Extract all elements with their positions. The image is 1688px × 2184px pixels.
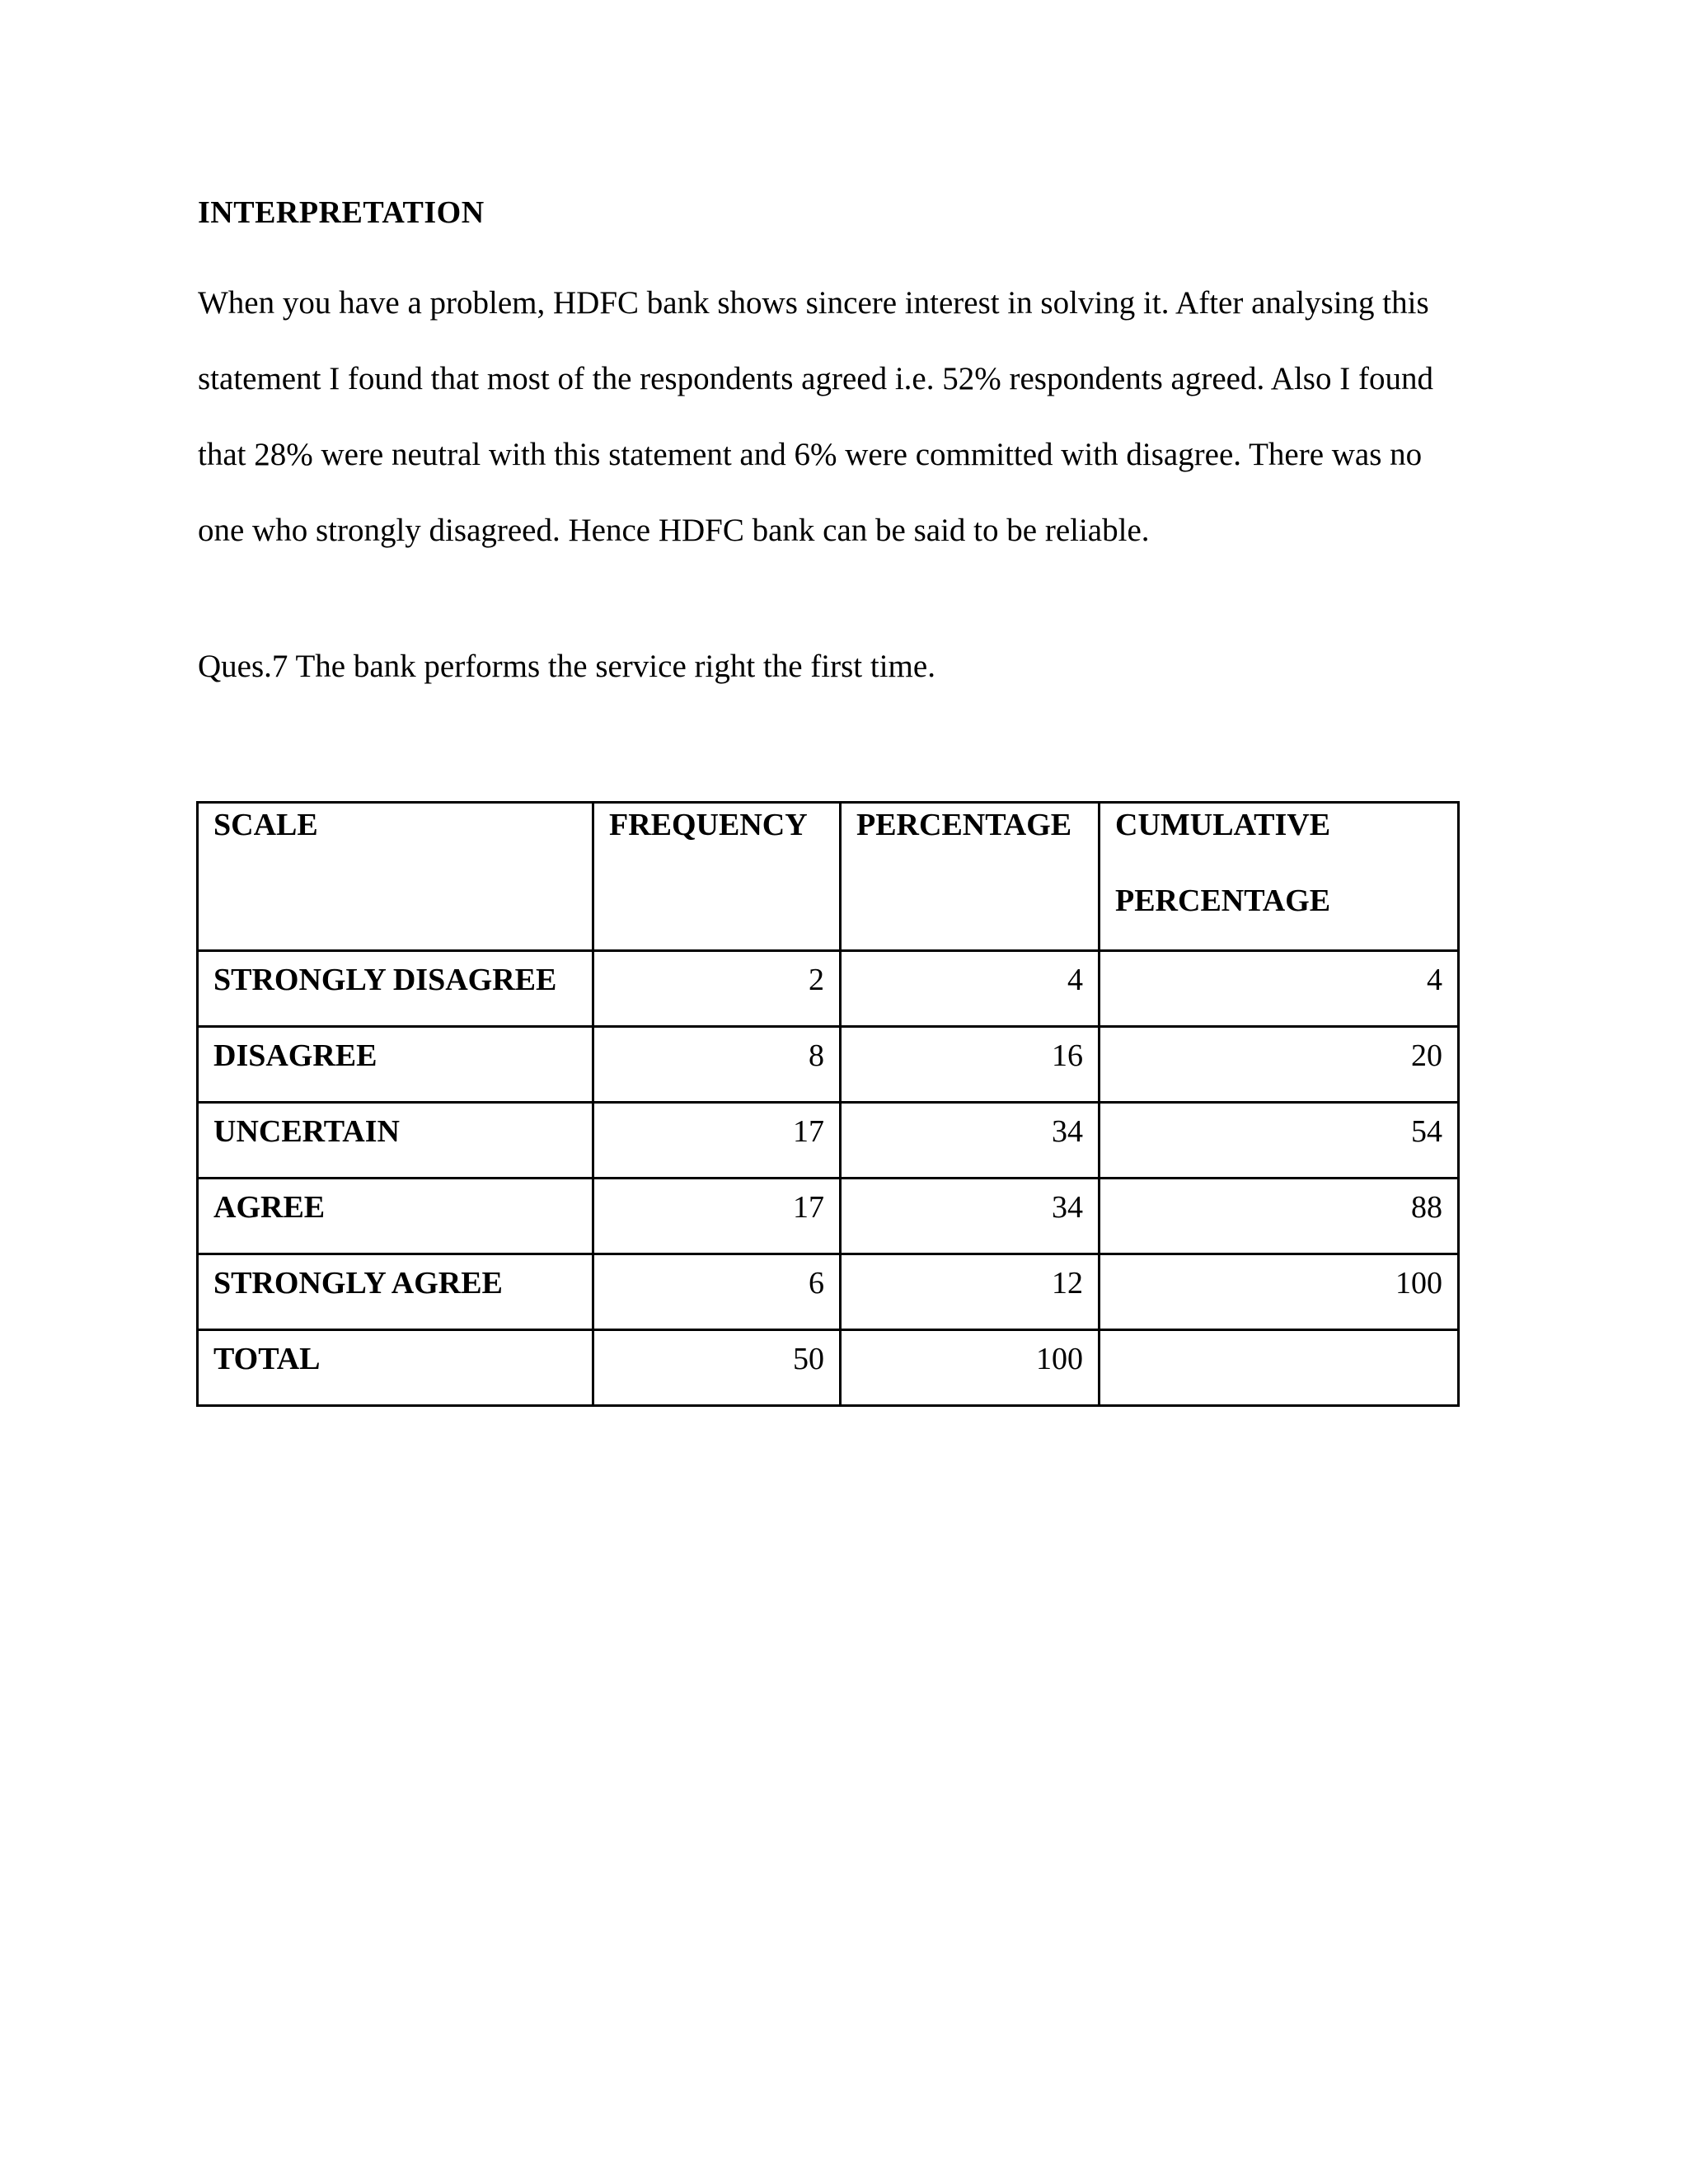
cell-scale: TOTAL [198,1330,593,1406]
paragraph-line: that 28% were neutral with this statement and 6% were committed with disagree. There was no [198,437,1423,472]
cell-frequency: 17 [593,1179,841,1254]
table-row [198,951,1459,1027]
table-row [198,1103,1459,1179]
cell-scale: STRONGLY DISAGREE [198,951,593,1027]
frequency-table [196,801,1460,1407]
table-row [198,1254,1459,1330]
cell-cumulative: 54 [1100,1103,1459,1179]
header-scale: SCALE [198,803,593,951]
cell-frequency: 2 [593,951,841,1027]
cell-scale: STRONGLY AGREE [198,1254,593,1330]
header-percentage: PERCENTAGE [841,803,1100,951]
table-row-total [198,1330,1459,1406]
section-heading: INTERPRETATION [198,195,485,230]
cell-percentage: 100 [841,1330,1100,1406]
cell-cumulative [1100,1330,1459,1406]
cell-scale: UNCERTAIN [198,1103,593,1179]
interpretation-paragraph [198,265,1484,569]
cell-frequency: 8 [593,1027,841,1103]
cell-cumulative: 20 [1100,1027,1459,1103]
cell-percentage: 34 [841,1103,1100,1179]
cell-scale: AGREE [198,1179,593,1254]
cell-cumulative: 88 [1100,1179,1459,1254]
cell-percentage: 4 [841,951,1100,1027]
cell-frequency: 6 [593,1254,841,1330]
table-row [198,1179,1459,1254]
cell-scale: DISAGREE [198,1027,593,1103]
paragraph-line: statement I found that most of the respondents agreed i.e. 52% respondents agreed. Also I found [198,361,1433,396]
table-header-row [198,803,1459,951]
paragraph-line: When you have a problem, HDFC bank shows sincere interest in solving it. After analysing this [198,285,1429,321]
cell-frequency: 17 [593,1103,841,1179]
cell-percentage: 34 [841,1179,1100,1254]
header-frequency: FREQUENCY [593,803,841,951]
cell-percentage: 16 [841,1027,1100,1103]
table-row [198,1027,1459,1103]
cell-cumulative: 4 [1100,951,1459,1027]
cell-frequency: 50 [593,1330,841,1406]
question-text: Ques.7 The bank performs the service right the first time. [198,649,935,684]
cell-cumulative: 100 [1100,1254,1459,1330]
header-cumulative-percentage: CUMULATIVE PERCENTAGE [1100,803,1459,951]
paragraph-line: one who strongly disagreed. Hence HDFC bank can be said to be reliable. [198,513,1150,548]
cell-percentage: 12 [841,1254,1100,1330]
